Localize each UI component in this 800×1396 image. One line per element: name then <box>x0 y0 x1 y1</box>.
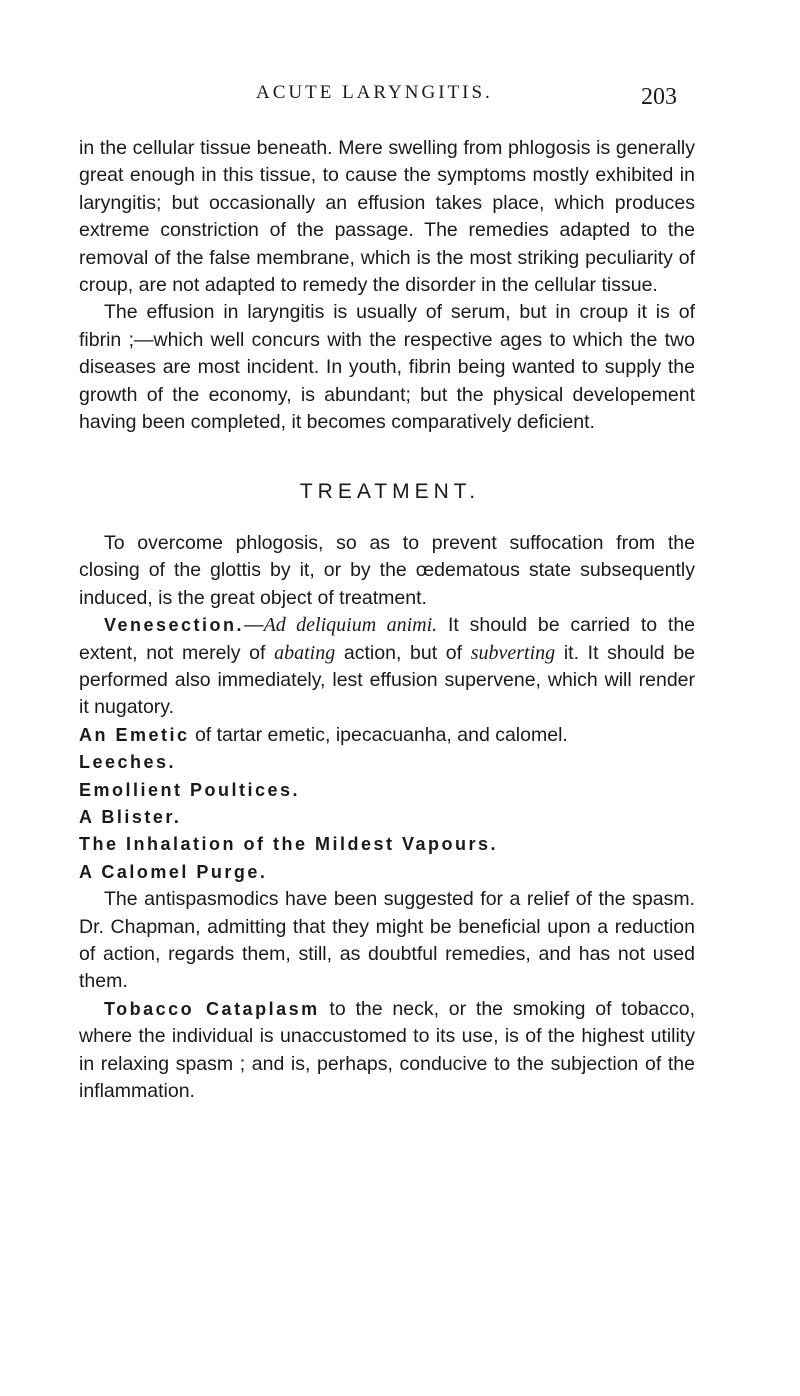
venesection-abating: abating <box>274 641 336 664</box>
venesection-subverting: subverting <box>470 641 556 664</box>
venesection-text-b: action, but of <box>335 641 471 664</box>
paragraph-tobacco <box>79 996 695 1106</box>
venesection-text-a: It should be carried to the extent, not merely of <box>79 614 696 664</box>
venesection-dash: — <box>244 614 264 637</box>
label-leeches: Leeches. <box>79 752 177 773</box>
label-tobacco: Tobacco Cataplasm <box>104 998 320 1019</box>
item-purge <box>79 859 695 886</box>
paragraph-venesection <box>79 612 695 722</box>
paragraph-emetic <box>79 722 695 749</box>
body-text <box>79 135 695 1105</box>
running-head: ACUTE LARYNGITIS. <box>256 82 493 103</box>
label-poultices: Emollient Poultices. <box>79 779 301 800</box>
label-blister: A Blister. <box>79 806 182 827</box>
item-inhalation <box>79 831 695 858</box>
paragraph-continuation: in the cellular tissue beneath. Mere swelling from phlogosis is generally great enough in this tissue, to cause the symptoms mostly exhibited in laryngitis; but occasionally an effusion takes place, which produces extreme constriction of the passage. The remedies adapted to the removal of the false membrane, which is the most striking peculiarity of croup, are not adapted to remedy the disorder in the cellular tissue. <box>79 137 695 297</box>
item-poultices <box>79 777 695 804</box>
emetic-text: of tartar emetic, ipecacuanha, and calomel. <box>189 723 568 746</box>
venesection-latin: Ad deliquium animi. <box>263 614 438 637</box>
label-inhalation: The Inhalation of the Mildest Vapours. <box>79 834 499 855</box>
label-emetic: An Emetic <box>79 724 190 745</box>
section-heading-treatment: TREATMENT. <box>299 480 481 504</box>
label-venesection: Venesection. <box>104 615 245 636</box>
label-purge: A Calomel Purge. <box>79 861 268 882</box>
paragraph-effusion: The effusion in laryngitis is usually of serum, but in croup it is of fibrin ;—which well concurs with the respective ages to which the two diseases are most incident. In youth, fibrin being wanted to supply the growth of the economy, is abundant; but the physical developement having been completed, it becomes comparatively deficient. <box>79 301 695 434</box>
item-blister <box>79 804 695 831</box>
item-leeches <box>79 749 695 776</box>
paragraph-antispasmodics: The antispasmodics have been suggested for a relief of the spasm. Dr. Chapman, admitting that they might be beneficial upon a reduction of action, regards them, still, as doubtful remedies, and has not used them. <box>79 888 695 993</box>
paragraph-treatment-intro: To overcome phlogosis, so as to prevent suffocation from the closing of the glottis by it, or by the œdematous state subsequently induced, is the great object of treatment. <box>79 531 695 609</box>
page-number: 203 <box>641 84 677 110</box>
venesection-text-c: it. It should be performed also immediately, lest effusion supervene, which will render it nugatory. <box>79 641 696 719</box>
tobacco-text: to the neck, or the smoking of tobacco, where the individual is unaccustomed to its use, is of the highest utility in relaxing spasm ; and is, perhaps, conducive to the subjection of the inflammation. <box>79 997 696 1102</box>
